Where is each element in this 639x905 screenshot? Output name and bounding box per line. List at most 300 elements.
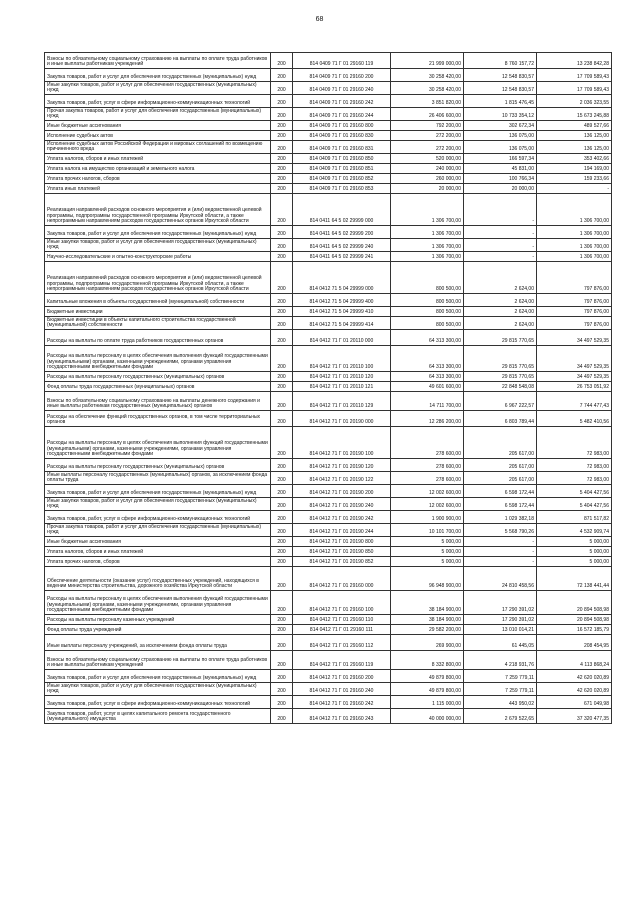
row-name: Иные бюджетные ассигнования	[45, 537, 271, 547]
row-admin-code: 200	[271, 392, 293, 411]
row-executed-amount: 2 624,00	[464, 262, 537, 294]
row-name: Расходы на выплаты персоналу в целях обеспечения выполнения функций государственными (муниципальными) органами, казенными учреждениями, органами управления государственными внебюджетными фондами	[45, 346, 271, 372]
row-remaining-amount: 72 138 441,44	[537, 567, 612, 591]
row-budget-code: 814 0409 71 Г 01 29160 244	[293, 108, 391, 121]
row-admin-code: 200	[271, 141, 293, 154]
row-admin-code: 200	[271, 108, 293, 121]
row-admin-code: 200	[271, 239, 293, 252]
row-admin-code: 200	[271, 154, 293, 164]
row-remaining-amount: 20 894 508,98	[537, 615, 612, 625]
row-executed-amount: 29 815 770,65	[464, 346, 537, 372]
row-budget-code: 814 0412 71 Г 01 20190 200	[293, 485, 391, 498]
row-budget-code: 814 0412 71 Г 01 20190 000	[293, 411, 391, 427]
row-budget-code: 814 0409 71 Г 01 29160 119	[293, 53, 391, 69]
row-executed-amount: 61 445,05	[464, 635, 537, 651]
row-admin-code: 200	[271, 411, 293, 427]
row-remaining-amount: 871 517,82	[537, 511, 612, 524]
row-budget-code: 814 0412 71 Г 01 20190 850	[293, 547, 391, 557]
row-name: Взносы по обязательному социальному страхованию на выплаты по оплате труда работников и иные выплаты работникам учреждений	[45, 651, 271, 670]
row-remaining-amount: 194 169,00	[537, 164, 612, 174]
table-row	[45, 411, 612, 427]
row-budget-code: 814 0412 71 Г 01 20110 121	[293, 382, 391, 392]
page-number: 68	[315, 16, 324, 23]
row-executed-amount: 2 624,00	[464, 294, 537, 307]
row-executed-amount: -	[464, 547, 537, 557]
row-admin-code: 200	[271, 591, 293, 615]
table-row	[45, 141, 612, 154]
row-executed-amount: 302 672,34	[464, 121, 537, 131]
row-admin-code: 200	[271, 372, 293, 382]
row-name: Расходы на выплаты по оплате труда работников государственных органов	[45, 330, 271, 346]
row-admin-code: 200	[271, 184, 293, 194]
row-budget-code: 814 0412 71 5 04 29999 000	[293, 262, 391, 294]
row-executed-amount: 166 597,34	[464, 154, 537, 164]
row-remaining-amount: 34 497 529,35	[537, 346, 612, 372]
row-budget-code: 814 0409 71 Г 01 29160 242	[293, 95, 391, 108]
row-name: Реализация направлений расходов основного мероприятия и (или) ведомственной целевой программы, подпрограммы государственной программы Иркутской области, а также непрограммным направлениям расходов государственных органов Иркутской области	[45, 262, 271, 294]
row-name: Закупка товаров, работ и услуг для обеспечения государственных (муниципальных) нужд	[45, 226, 271, 239]
row-executed-amount: -	[464, 252, 537, 262]
row-name: Фонд оплаты труда государственных (муниципальных) органов	[45, 382, 271, 392]
row-remaining-amount: 5 000,00	[537, 557, 612, 567]
row-name: Иные выплаты персоналу государственных (муниципальных) органов, за исключением фонда оплаты труда	[45, 472, 271, 485]
row-approved-amount: 26 406 600,00	[391, 108, 464, 121]
row-admin-code: 200	[271, 382, 293, 392]
row-remaining-amount: 2 036 323,55	[537, 95, 612, 108]
row-name: Уплата налогов, сборов и иных платежей	[45, 154, 271, 164]
table-row	[45, 154, 612, 164]
table-row	[45, 709, 612, 724]
row-admin-code: 200	[271, 82, 293, 95]
row-budget-code: 814 0412 71 5 04 29999 414	[293, 317, 391, 330]
row-admin-code: 200	[271, 651, 293, 670]
table-row	[45, 330, 612, 346]
row-approved-amount: 520 000,00	[391, 154, 464, 164]
row-name: Взносы по обязательному социальному страхованию на выплаты по оплате труда работников и иные выплаты работникам учреждений	[45, 53, 271, 69]
row-budget-code: 814 0412 71 Г 01 20110 000	[293, 330, 391, 346]
table-row	[45, 184, 612, 194]
row-admin-code: 200	[271, 194, 293, 226]
row-executed-amount: 2 624,00	[464, 307, 537, 317]
row-admin-code: 200	[271, 625, 293, 635]
row-budget-code: 814 0412 71 Г 01 20190 120	[293, 459, 391, 472]
row-name: Расходы на выплаты персоналу государственных (муниципальных) органов	[45, 459, 271, 472]
row-budget-code: 814 0412 71 Г 01 20190 240	[293, 498, 391, 511]
table-row	[45, 459, 612, 472]
row-remaining-amount: 17 709 589,43	[537, 69, 612, 82]
row-executed-amount: 7 259 779,11	[464, 670, 537, 683]
row-executed-amount: 7 259 779,11	[464, 683, 537, 696]
row-approved-amount: 269 900,00	[391, 635, 464, 651]
table-row	[45, 524, 612, 537]
row-approved-amount: 96 948 900,00	[391, 567, 464, 591]
row-executed-amount: 205 617,00	[464, 472, 537, 485]
row-remaining-amount: 797 876,00	[537, 317, 612, 330]
row-remaining-amount: 353 402,66	[537, 154, 612, 164]
row-approved-amount: 40 000 000,00	[391, 709, 464, 724]
row-remaining-amount: 1 306 700,00	[537, 239, 612, 252]
row-executed-amount: 2 624,00	[464, 317, 537, 330]
row-executed-amount: 100 766,34	[464, 174, 537, 184]
row-remaining-amount: 42 620 020,89	[537, 670, 612, 683]
row-budget-code: 814 0409 71 Г 01 29160 852	[293, 174, 391, 184]
row-executed-amount: 136 075,00	[464, 141, 537, 154]
row-name: Взносы по обязательному социальному страхованию на выплаты денежного содержания и иные выплаты работникам государственных (муниципальных) органов	[45, 392, 271, 411]
row-name: Иные закупки товаров, работ и услуг для обеспечения государственных (муниципальных) нужд	[45, 683, 271, 696]
row-remaining-amount: 34 497 529,35	[537, 372, 612, 382]
table-row	[45, 567, 612, 591]
row-executed-amount: 443 950,02	[464, 696, 537, 709]
row-executed-amount: 29 815 770,65	[464, 372, 537, 382]
row-budget-code: 814 0412 71 Г 01 29160 242	[293, 696, 391, 709]
table-row	[45, 174, 612, 184]
row-approved-amount: 1 306 700,00	[391, 226, 464, 239]
row-approved-amount: 5 000,00	[391, 557, 464, 567]
row-remaining-amount: 13 238 842,28	[537, 53, 612, 69]
row-remaining-amount: 7 744 477,43	[537, 392, 612, 411]
table-row	[45, 472, 612, 485]
row-remaining-amount: 72 983,00	[537, 459, 612, 472]
row-approved-amount: 800 500,00	[391, 307, 464, 317]
table-row	[45, 262, 612, 294]
row-name: Расходы на выплаты персоналу казенных учреждений	[45, 615, 271, 625]
table-row	[45, 53, 612, 69]
row-approved-amount: 5 000,00	[391, 537, 464, 547]
row-admin-code: 200	[271, 330, 293, 346]
row-remaining-amount: 136 125,00	[537, 141, 612, 154]
row-approved-amount: 64 313 300,00	[391, 330, 464, 346]
row-approved-amount: 64 313 300,00	[391, 372, 464, 382]
row-admin-code: 200	[271, 294, 293, 307]
row-executed-amount: 17 290 391,02	[464, 591, 537, 615]
row-approved-amount: 1 306 700,00	[391, 252, 464, 262]
row-budget-code: 814 0412 71 Г 01 20110 129	[293, 392, 391, 411]
row-budget-code: 814 0409 71 Г 01 29160 853	[293, 184, 391, 194]
row-budget-code: 814 0412 71 Г 01 29160 200	[293, 670, 391, 683]
row-executed-amount: 2 679 522,65	[464, 709, 537, 724]
row-name: Закупка товаров, работ и услуг для обеспечения государственных (муниципальных) нужд	[45, 485, 271, 498]
table-row	[45, 121, 612, 131]
row-approved-amount: 38 184 900,00	[391, 591, 464, 615]
row-name: Закупка товаров, работ, услуг в целях капитального ремонта государственного (муниципального) имущества	[45, 709, 271, 724]
row-approved-amount: 12 286 200,00	[391, 411, 464, 427]
row-approved-amount: 278 600,00	[391, 472, 464, 485]
row-admin-code: 200	[271, 131, 293, 141]
budget-table	[44, 52, 612, 724]
row-approved-amount: 272 200,00	[391, 131, 464, 141]
row-executed-amount: 10 733 354,12	[464, 108, 537, 121]
row-executed-amount: 20 000,00	[464, 184, 537, 194]
row-executed-amount: 12 548 830,57	[464, 69, 537, 82]
row-approved-amount: 20 000,00	[391, 184, 464, 194]
table-row	[45, 164, 612, 174]
table-row	[45, 591, 612, 615]
row-name: Научно-исследовательские и опытно-конструкторские работы	[45, 252, 271, 262]
row-name: Иные закупки товаров, работ и услуг для обеспечения государственных (муниципальных) нужд	[45, 82, 271, 95]
table-row	[45, 239, 612, 252]
row-budget-code: 814 0412 71 Г 01 29160 110	[293, 615, 391, 625]
row-executed-amount: 1 815 476,45	[464, 95, 537, 108]
row-approved-amount: 1 306 700,00	[391, 194, 464, 226]
row-budget-code: 814 0412 71 Г 01 29160 240	[293, 683, 391, 696]
row-budget-code: 814 0412 71 5 04 29999 400	[293, 294, 391, 307]
row-executed-amount: -	[464, 226, 537, 239]
table-row	[45, 625, 612, 635]
row-budget-code: 814 0411 64 5 02 29999 240	[293, 239, 391, 252]
row-admin-code: 200	[271, 427, 293, 459]
row-name: Иные выплаты персоналу учреждений, за исключением фонда оплаты труда	[45, 635, 271, 651]
row-executed-amount: 45 831,00	[464, 164, 537, 174]
table-row	[45, 108, 612, 121]
row-name: Закупка товаров, работ, услуг в сфере информационно-коммуникационных технологий	[45, 696, 271, 709]
row-approved-amount: 800 500,00	[391, 317, 464, 330]
row-name: Фонд оплаты труда учреждений	[45, 625, 271, 635]
row-remaining-amount: 489 527,66	[537, 121, 612, 131]
row-remaining-amount: 797 876,00	[537, 294, 612, 307]
row-remaining-amount: 17 709 589,43	[537, 82, 612, 95]
row-admin-code: 200	[271, 683, 293, 696]
row-executed-amount: 1 029 382,18	[464, 511, 537, 524]
row-name: Исполнение судебных актов Российской Федерации и мировых соглашений по возмещению причиненного вреда	[45, 141, 271, 154]
table-row	[45, 372, 612, 382]
table-row	[45, 537, 612, 547]
row-budget-code: 814 0409 71 Г 01 29160 240	[293, 82, 391, 95]
row-approved-amount: 30 258 420,00	[391, 82, 464, 95]
row-admin-code: 200	[271, 164, 293, 174]
row-name: Расходы на выплаты персоналу государственных (муниципальных) органов	[45, 372, 271, 382]
table-row	[45, 131, 612, 141]
row-remaining-amount: 5 404 427,56	[537, 485, 612, 498]
row-executed-amount: 205 617,00	[464, 459, 537, 472]
table-row	[45, 683, 612, 696]
row-budget-code: 814 0412 71 Г 01 29160 100	[293, 591, 391, 615]
row-name: Уплата налога на имущество организаций и земельного налога	[45, 164, 271, 174]
row-executed-amount: 6 967 222,57	[464, 392, 537, 411]
row-budget-code: 814 0409 71 Г 01 29160 200	[293, 69, 391, 82]
row-name: Бюджетные инвестиции	[45, 307, 271, 317]
row-admin-code: 200	[271, 511, 293, 524]
row-approved-amount: 14 711 700,00	[391, 392, 464, 411]
row-budget-code: 814 0412 71 Г 01 20110 120	[293, 372, 391, 382]
row-approved-amount: 792 200,00	[391, 121, 464, 131]
row-remaining-amount: 20 894 508,98	[537, 591, 612, 615]
row-budget-code: 814 0412 71 Г 01 20110 100	[293, 346, 391, 372]
row-name: Уплата прочих налогов, сборов	[45, 174, 271, 184]
row-approved-amount: 49 879 800,00	[391, 670, 464, 683]
row-approved-amount: 29 582 200,00	[391, 625, 464, 635]
table-row	[45, 226, 612, 239]
table-row	[45, 670, 612, 683]
row-name: Прочая закупка товаров, работ и услуг для обеспечения государственных (муниципальных) нужд	[45, 524, 271, 537]
table-row	[45, 651, 612, 670]
row-executed-amount: 6 598 172,44	[464, 485, 537, 498]
row-remaining-amount: 5 482 410,56	[537, 411, 612, 427]
table-row	[45, 194, 612, 226]
row-admin-code: 200	[271, 537, 293, 547]
row-name: Капитальные вложения в объекты государственной (муниципальной) собственности	[45, 294, 271, 307]
row-name: Закупка товаров, работ, услуг в сфере информационно-коммуникационных технологий	[45, 95, 271, 108]
row-approved-amount: 12 002 600,00	[391, 485, 464, 498]
row-budget-code: 814 0411 64 5 02 29999 000	[293, 194, 391, 226]
row-budget-code: 814 0412 71 Г 01 20190 100	[293, 427, 391, 459]
table-row	[45, 635, 612, 651]
row-remaining-amount: 4 113 868,24	[537, 651, 612, 670]
row-remaining-amount: 15 673 245,88	[537, 108, 612, 121]
row-budget-code: 814 0409 71 Г 01 29160 850	[293, 154, 391, 164]
table-row	[45, 307, 612, 317]
row-name: Расходы на выплаты персоналу в целях обеспечения выполнения функций государственными (муниципальными) органами, казенными учреждениями, органами управления государственными внебюджетными фондами	[45, 591, 271, 615]
row-admin-code: 200	[271, 459, 293, 472]
row-name: Уплата прочих налогов, сборов	[45, 557, 271, 567]
row-remaining-amount: 5 000,00	[537, 547, 612, 557]
row-remaining-amount: 159 233,66	[537, 174, 612, 184]
row-approved-amount: 800 500,00	[391, 262, 464, 294]
row-name: Уплата налогов, сборов и иных платежей	[45, 547, 271, 557]
row-executed-amount: -	[464, 194, 537, 226]
row-budget-code: 814 0412 71 5 04 29999 410	[293, 307, 391, 317]
row-admin-code: 200	[271, 670, 293, 683]
row-approved-amount: 1 115 000,00	[391, 696, 464, 709]
row-admin-code: 200	[271, 635, 293, 651]
row-budget-code: 814 0409 71 Г 01 29160 800	[293, 121, 391, 131]
row-admin-code: 200	[271, 226, 293, 239]
row-name: Иные бюджетные ассигнования	[45, 121, 271, 131]
row-budget-code: 814 0409 71 Г 01 29160 851	[293, 164, 391, 174]
row-admin-code: 200	[271, 174, 293, 184]
row-approved-amount: 272 200,00	[391, 141, 464, 154]
row-approved-amount: 278 600,00	[391, 427, 464, 459]
row-approved-amount: 1 306 700,00	[391, 239, 464, 252]
row-name: Уплата иных платежей	[45, 184, 271, 194]
row-executed-amount: 6 803 789,44	[464, 411, 537, 427]
row-name: Прочая закупка товаров, работ и услуг для обеспечения государственных (муниципальных) нужд	[45, 108, 271, 121]
row-remaining-amount: 72 983,00	[537, 427, 612, 459]
row-remaining-amount: 208 454,95	[537, 635, 612, 651]
row-admin-code: 200	[271, 53, 293, 69]
row-approved-amount: 21 999 000,00	[391, 53, 464, 69]
row-admin-code: 200	[271, 262, 293, 294]
row-remaining-amount: 5 404 427,56	[537, 498, 612, 511]
row-admin-code: 200	[271, 69, 293, 82]
row-approved-amount: 278 600,00	[391, 459, 464, 472]
row-approved-amount: 240 000,00	[391, 164, 464, 174]
row-name: Реализация направлений расходов основного мероприятия и (или) ведомственной целевой программы, подпрограммы государственной программы Иркутской области, а также непрограммным направлениям расходов государственных органов Иркутской области	[45, 194, 271, 226]
row-name: Исполнение судебных актов	[45, 131, 271, 141]
row-executed-amount: 13 010 014,21	[464, 625, 537, 635]
row-executed-amount: 8 760 157,72	[464, 53, 537, 69]
row-budget-code: 814 0412 71 Г 01 20190 852	[293, 557, 391, 567]
row-remaining-amount: 5 000,00	[537, 537, 612, 547]
row-budget-code: 814 0412 71 Г 01 20190 800	[293, 537, 391, 547]
row-approved-amount: 64 313 300,00	[391, 346, 464, 372]
row-admin-code: 200	[271, 317, 293, 330]
row-budget-code: 814 0412 71 Г 01 20190 122	[293, 472, 391, 485]
budget-table-body	[45, 53, 612, 724]
row-admin-code: 200	[271, 557, 293, 567]
row-admin-code: 200	[271, 307, 293, 317]
row-remaining-amount: 671 049,98	[537, 696, 612, 709]
row-remaining-amount: 1 306 700,00	[537, 252, 612, 262]
table-row	[45, 382, 612, 392]
row-approved-amount: 30 258 420,00	[391, 69, 464, 82]
row-remaining-amount: 4 532 909,74	[537, 524, 612, 537]
row-executed-amount: 29 815 770,65	[464, 330, 537, 346]
row-executed-amount: 136 075,00	[464, 131, 537, 141]
table-row	[45, 346, 612, 372]
row-name: Расходы на обеспечение функций государственных органов, в том числе территориальных органов	[45, 411, 271, 427]
row-executed-amount: 205 617,00	[464, 427, 537, 459]
row-approved-amount: 5 000,00	[391, 547, 464, 557]
row-executed-amount: 12 548 830,57	[464, 82, 537, 95]
table-row	[45, 252, 612, 262]
row-name: Закупка товаров, работ и услуг для обеспечения государственных (муниципальных) нужд	[45, 69, 271, 82]
row-admin-code: 200	[271, 498, 293, 511]
row-approved-amount: 8 332 800,00	[391, 651, 464, 670]
row-approved-amount: 38 184 900,00	[391, 615, 464, 625]
row-remaining-amount: 37 320 477,35	[537, 709, 612, 724]
row-approved-amount: 800 500,00	[391, 294, 464, 307]
row-executed-amount: 5 568 790,26	[464, 524, 537, 537]
row-budget-code: 814 0412 71 Г 01 29160 111	[293, 625, 391, 635]
row-remaining-amount: 797 876,00	[537, 307, 612, 317]
row-budget-code: 814 0409 71 Г 01 29160 831	[293, 141, 391, 154]
row-budget-code: 814 0412 71 Г 01 29160 243	[293, 709, 391, 724]
row-remaining-amount: 72 983,00	[537, 472, 612, 485]
row-admin-code: 200	[271, 472, 293, 485]
table-row	[45, 392, 612, 411]
row-budget-code: 814 0411 64 5 02 29999 241	[293, 252, 391, 262]
row-admin-code: 200	[271, 709, 293, 724]
row-executed-amount: 22 848 548,08	[464, 382, 537, 392]
row-remaining-amount: 797 876,00	[537, 262, 612, 294]
row-approved-amount: 1 900 900,00	[391, 511, 464, 524]
row-admin-code: 200	[271, 524, 293, 537]
row-admin-code: 200	[271, 95, 293, 108]
row-remaining-amount: -	[537, 184, 612, 194]
row-budget-code: 814 0412 71 Г 01 29160 119	[293, 651, 391, 670]
row-admin-code: 200	[271, 696, 293, 709]
table-row	[45, 485, 612, 498]
row-admin-code: 200	[271, 121, 293, 131]
row-name: Расходы на выплаты персоналу в целях обеспечения выполнения функций государственными (муниципальными) органами, казенными учреждениями, органами управления государственными внебюджетными фондами	[45, 427, 271, 459]
row-budget-code: 814 0412 71 Г 01 20190 242	[293, 511, 391, 524]
row-remaining-amount: 34 497 529,35	[537, 330, 612, 346]
row-remaining-amount: 1 306 700,00	[537, 226, 612, 239]
row-name: Иные закупки товаров, работ и услуг для обеспечения государственных (муниципальных) нужд	[45, 498, 271, 511]
row-admin-code: 200	[271, 567, 293, 591]
row-approved-amount: 3 851 820,00	[391, 95, 464, 108]
row-executed-amount: 24 810 458,56	[464, 567, 537, 591]
row-admin-code: 200	[271, 252, 293, 262]
table-row	[45, 615, 612, 625]
row-remaining-amount: 16 572 185,79	[537, 625, 612, 635]
table-row	[45, 69, 612, 82]
row-approved-amount: 260 000,00	[391, 174, 464, 184]
row-remaining-amount: 42 620 020,89	[537, 683, 612, 696]
table-row	[45, 557, 612, 567]
table-row	[45, 317, 612, 330]
table-row	[45, 696, 612, 709]
table-row	[45, 511, 612, 524]
row-approved-amount: 49 601 600,00	[391, 382, 464, 392]
table-row	[45, 294, 612, 307]
row-budget-code: 814 0412 71 Г 01 29160 112	[293, 635, 391, 651]
row-budget-code: 814 0411 64 5 02 29999 200	[293, 226, 391, 239]
row-executed-amount: 17 290 391,02	[464, 615, 537, 625]
row-approved-amount: 12 002 600,00	[391, 498, 464, 511]
row-name: Закупка товаров, работ и услуг для обеспечения государственных (муниципальных) нужд	[45, 670, 271, 683]
row-budget-code: 814 0409 71 Г 01 29160 830	[293, 131, 391, 141]
